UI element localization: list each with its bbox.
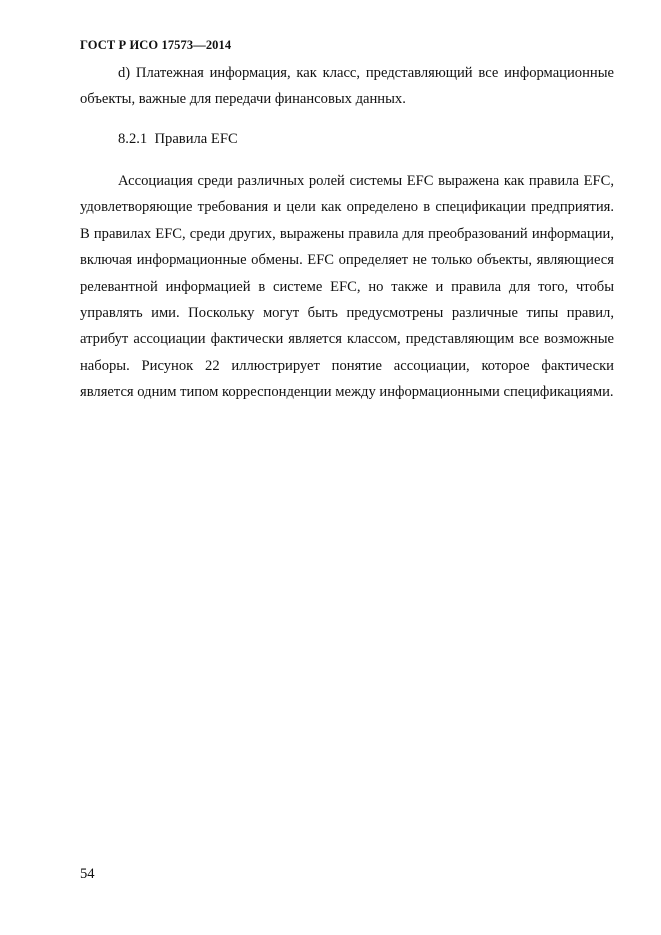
list-item-d: d) Платежная информация, как класс, представляющий все информационные объекты, важные для передачи финансовых данных. [80, 65, 614, 108]
body-paragraph: Ассоциация среди различных ролей системы EFC выражена как правила EFC, удовлетворяющие требования и цели как определено в спецификации предприятия. В правилах EFC, среди других, выражены правила для преобразований информации, включая информационные обмены. EFC определяет не только объекты, являющиеся релевантной информацией в системе EFC, но также и правила для того, чтобы управлять ими. Поскольку могут быть предусмотрены различные типы правил, атрибут ассоциации фактически является классом, представляющим все возможные наборы. Рисунок 22 иллюстрирует понятие ассоциации, которое фактически является одним типом корреспонденции между информационными спецификациями. [80, 173, 614, 401]
document-header: ГОСТ Р ИСО 17573—2014 [80, 38, 232, 52]
section-heading: 8.2.1 Правила EFC [118, 131, 238, 147]
page-number: 54 [80, 866, 95, 882]
